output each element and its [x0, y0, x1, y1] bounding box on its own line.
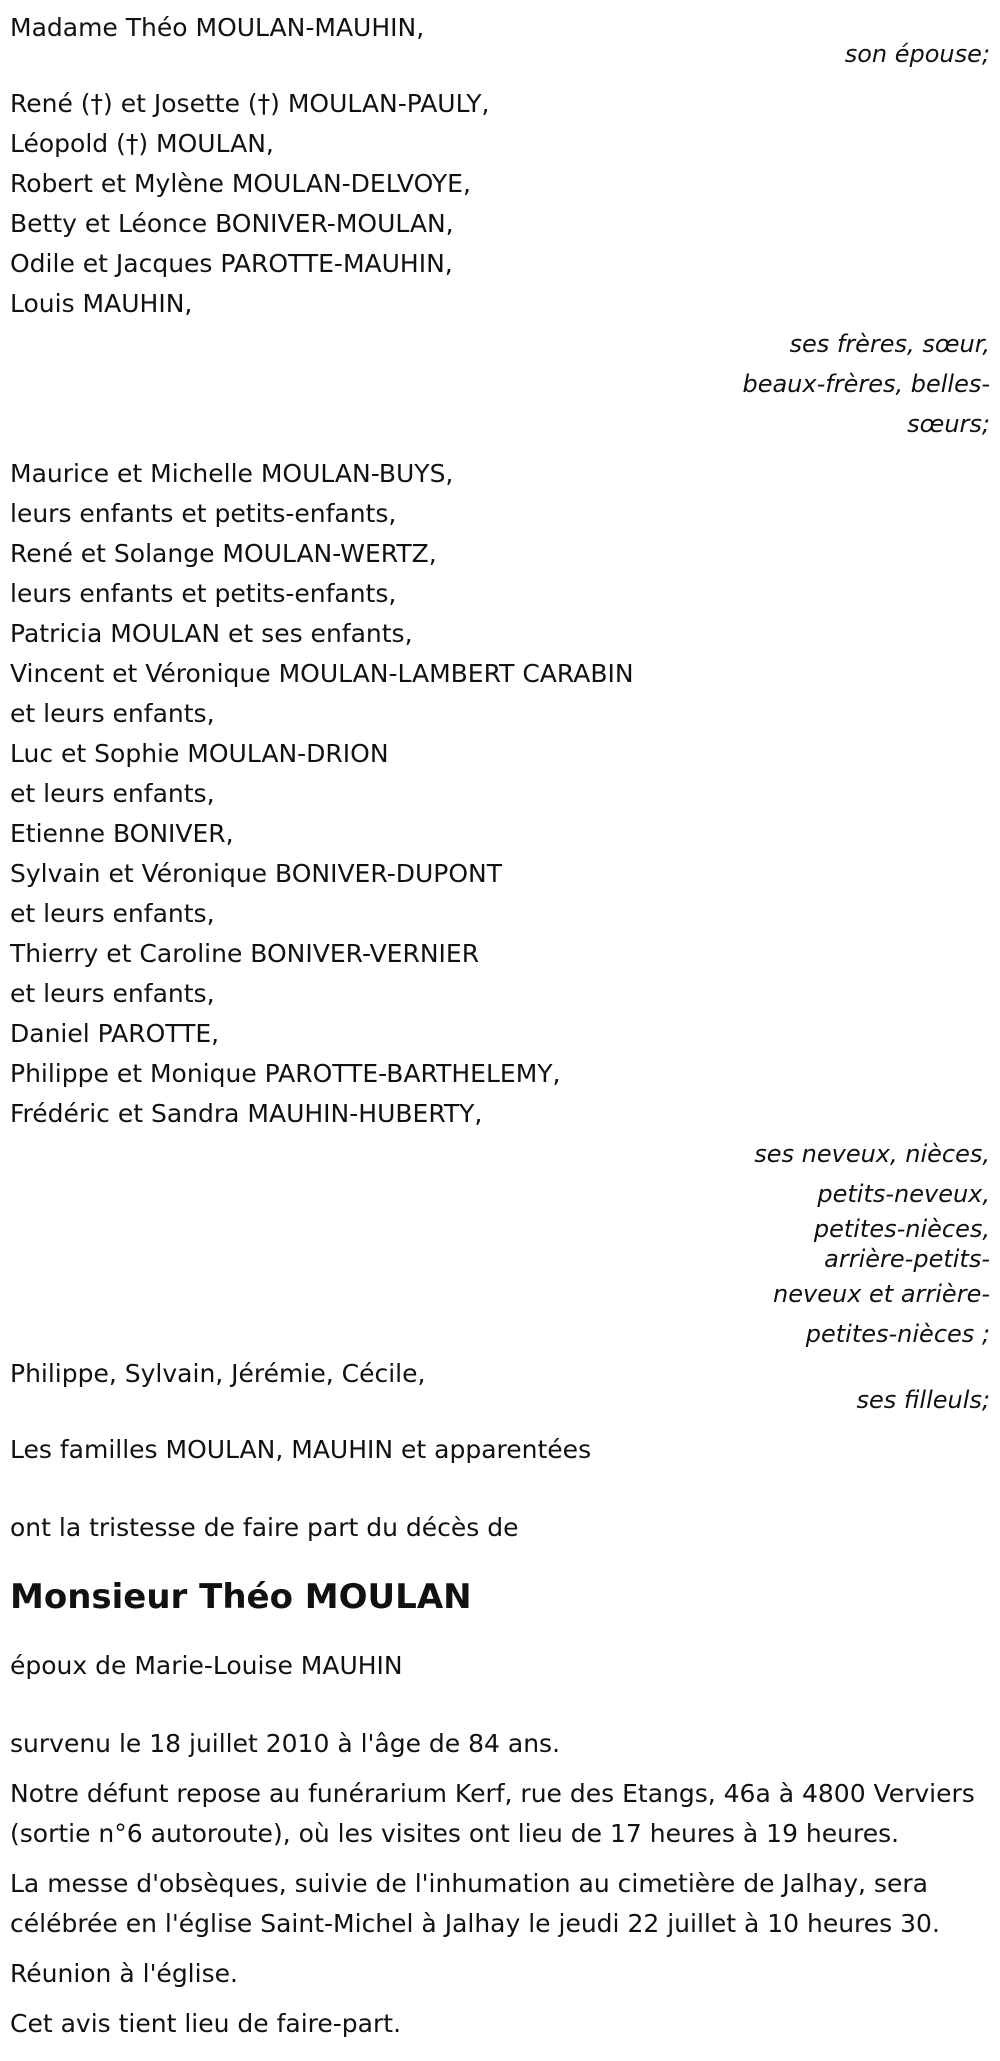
announcement-line: ont la tristesse de faire part du décès de: [10, 1513, 519, 1542]
list-item: Odile et Jacques PAROTTE-MAUHIN,: [10, 249, 453, 278]
list-item: Sylvain et Véronique BONIVER-DUPONT: [10, 859, 503, 888]
families-line: Les familles MOULAN, MAUHIN et apparentées: [10, 1435, 592, 1464]
role-line: petits-neveux,: [817, 1180, 990, 1208]
list-item: Robert et Mylène MOULAN-DELVOYE,: [10, 169, 471, 198]
role-line: neveux et arrière-: [773, 1280, 990, 1308]
list-item: Betty et Léonce BONIVER-MOULAN,: [10, 209, 454, 238]
list-item: Léopold (†) MOULAN,: [10, 129, 274, 158]
nephews-role: [10, 1134, 990, 1354]
list-item: Etienne BONIVER,: [10, 819, 234, 848]
list-item: René (†) et Josette (†) MOULAN-PAULY,: [10, 89, 490, 118]
list-item: Thierry et Caroline BONIVER-VERNIER: [10, 939, 480, 968]
obituary-content: [10, 8, 990, 2044]
mass-paragraph: La messe d'obsèques, suivie de l'inhumation au cimetière de Jalhay, sera célébrée en l'église Saint-Michel à Jalhay le jeudi 22 juillet à 10 heures 30.: [10, 1869, 940, 1938]
list-item: Daniel PAROTTE,: [10, 1019, 220, 1048]
spouse-of-line: époux de Marie-Louise MAUHIN: [10, 1651, 403, 1680]
list-item: Vincent et Véronique MOULAN-LAMBERT CARABIN: [10, 659, 634, 688]
notice-paragraph: Cet avis tient lieu de faire-part.: [10, 2009, 402, 2038]
list-item: Maurice et Michelle MOULAN-BUYS,: [10, 459, 454, 488]
role-line: ses frères, sœur,: [789, 330, 990, 358]
nephews-list: [10, 454, 990, 1134]
spouse-role: son épouse;: [844, 40, 990, 68]
list-item: Frédéric et Sandra MAUHIN-HUBERTY,: [10, 1099, 483, 1128]
role-line: sœurs;: [907, 410, 990, 438]
role-line: petites-nièces,: [813, 1215, 990, 1243]
siblings-role: [10, 324, 990, 444]
list-item: Patricia MOULAN et ses enfants,: [10, 619, 413, 648]
list-item: leurs enfants et petits-enfants,: [10, 579, 397, 608]
list-item: René et Solange MOULAN-WERTZ,: [10, 539, 437, 568]
godchildren-names: Philippe, Sylvain, Jérémie, Cécile,: [10, 1359, 426, 1388]
death-paragraph: survenu le 18 juillet 2010 à l'âge de 84 ans.: [10, 1729, 561, 1758]
deceased-name: Monsieur Théo MOULAN: [10, 1577, 472, 1617]
role-line: petites-nièces ;: [805, 1320, 990, 1348]
reunion-paragraph: Réunion à l'église.: [10, 1959, 238, 1988]
list-item: leurs enfants et petits-enfants,: [10, 499, 397, 528]
list-item: Louis MAUHIN,: [10, 289, 193, 318]
spouse-name: Madame Théo MOULAN-MAUHIN,: [10, 13, 425, 42]
list-item: et leurs enfants,: [10, 779, 215, 808]
list-item: et leurs enfants,: [10, 699, 215, 728]
list-item: Luc et Sophie MOULAN-DRION: [10, 739, 389, 768]
siblings-list: [10, 84, 990, 324]
list-item: Philippe et Monique PAROTTE-BARTHELEMY,: [10, 1059, 561, 1088]
godchildren-role: ses filleuls;: [856, 1386, 990, 1414]
list-item: et leurs enfants,: [10, 979, 215, 1008]
list-item: et leurs enfants,: [10, 899, 215, 928]
role-line: beaux-frères, belles-: [742, 370, 990, 398]
role-line: ses neveux, nièces,: [754, 1140, 990, 1168]
funerarium-paragraph: Notre défunt repose au funérarium Kerf, rue des Etangs, 46a à 4800 Verviers (sortie n°6 autoroute), où les visites ont lieu de 17 heures à 19 heures.: [10, 1779, 975, 1848]
role-line: arrière-petits-: [824, 1245, 990, 1273]
